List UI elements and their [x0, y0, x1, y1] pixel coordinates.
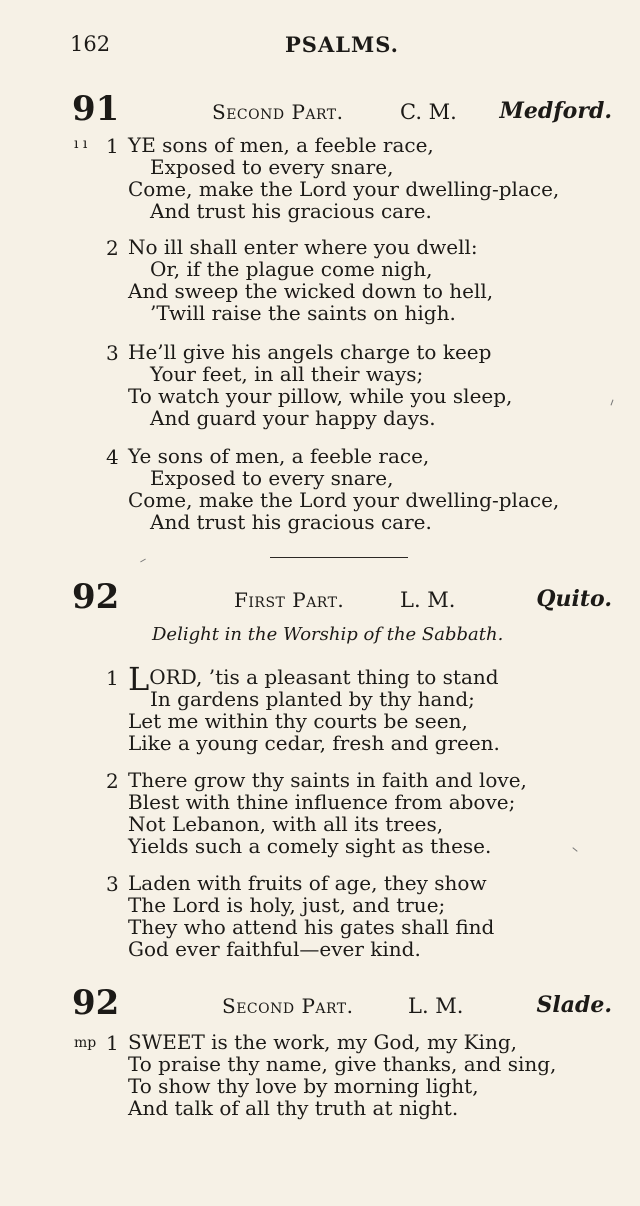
page-number: 162 [70, 32, 111, 56]
page-title: PSALMS. [285, 32, 399, 57]
stanza-number: 2 [106, 769, 119, 793]
stanza-number: 1 [106, 1031, 119, 1055]
hymn-number: 92 [72, 577, 120, 617]
verse-line: To watch your pillow, while you sleep, [128, 384, 513, 408]
verse-line: To praise thy name, give thanks, and sing, [128, 1052, 557, 1076]
verse-line: Your feet, in all their ways; [150, 362, 424, 386]
verse-line: No ill shall enter where you dwell: [128, 235, 478, 259]
stanza-number: 3 [106, 872, 119, 896]
verse-line: Exposed to every snare, [150, 155, 394, 179]
verse-line: In gardens planted by thy hand; [150, 687, 475, 711]
verse-line [128, 660, 499, 698]
verse-line: Not Lebanon, with all its trees, [128, 812, 444, 836]
verse-line: SWEET is the work, my God, my King, [128, 1030, 517, 1054]
verse-line: To show thy love by morning light, [128, 1074, 479, 1098]
verse-line: Come, make the Lord your dwelling-place, [128, 177, 560, 201]
verse-line: ’Twill raise the saints on high. [150, 301, 456, 325]
print-speck [140, 559, 146, 563]
hymn-heading [72, 980, 612, 1023]
verse-line: Ye sons of men, a feeble race, [128, 444, 430, 468]
print-speck [611, 400, 614, 406]
verse-line: Come, make the Lord your dwelling-place, [128, 488, 560, 512]
verse-line: Let me within thy courts be seen, [128, 709, 468, 733]
verse-line: Or, if the plague come nigh, [150, 257, 433, 281]
verse-line: They who attend his gates shall find [128, 915, 495, 939]
stanza-number: 1 [106, 666, 119, 690]
print-speck [572, 847, 577, 852]
hymn-meter: L. M. [400, 588, 456, 612]
hymn-tune: Slade. [536, 992, 612, 1018]
hymn-tune: Quito. [536, 586, 612, 612]
drop-cap: L [128, 660, 150, 698]
hymn-part: Second Part. [212, 100, 344, 124]
hymn-number: 91 [72, 89, 120, 129]
stanza-number: 3 [106, 341, 119, 365]
hymn-part: Second Part. [222, 994, 354, 1018]
hymn-tune: Medford. [499, 98, 612, 124]
hymn-subtitle: Delight in the Worship of the Sabbath. [152, 624, 504, 645]
verse-line-text: ORD, ’tis a pleasant thing to stand [149, 665, 499, 689]
verse-line: Like a young cedar, fresh and green. [128, 731, 500, 755]
hymn-heading [72, 86, 612, 129]
verse-line: And trust his gracious care. [150, 510, 432, 534]
hymn-meter: C. M. [400, 100, 457, 124]
verse-line: He’ll give his angels charge to keep [128, 340, 492, 364]
verse-line: Yields such a comely sight as these. [128, 834, 492, 858]
verse-line: God ever faithful—ever kind. [128, 937, 421, 961]
hymn-number: 92 [72, 983, 120, 1023]
stanza-number: 4 [106, 445, 119, 469]
verse-line: Exposed to every snare, [150, 466, 394, 490]
verse-line: There grow thy saints in faith and love, [128, 768, 527, 792]
stanza-number: 1 [106, 134, 119, 158]
running-head [70, 32, 600, 58]
hymn-heading [72, 574, 612, 617]
section-divider [270, 557, 408, 558]
dynamic-mark: ı ı [74, 136, 88, 152]
stanza-number: 2 [106, 236, 119, 260]
verse-line: And sweep the wicked down to hell, [128, 279, 494, 303]
hymn-meter: L. M. [408, 994, 464, 1018]
dynamic-mark: mp [74, 1035, 97, 1051]
verse-line: And talk of all thy truth at night. [128, 1096, 459, 1120]
verse-line: And trust his gracious care. [150, 199, 432, 223]
verse-line: And guard your happy days. [150, 406, 436, 430]
verse-line: Laden with fruits of age, they show [128, 871, 487, 895]
hymn-part: First Part. [234, 588, 345, 612]
verse-line: The Lord is holy, just, and true; [128, 893, 446, 917]
verse-line: Blest with thine influence from above; [128, 790, 516, 814]
verse-line: YE sons of men, a feeble race, [128, 133, 434, 157]
